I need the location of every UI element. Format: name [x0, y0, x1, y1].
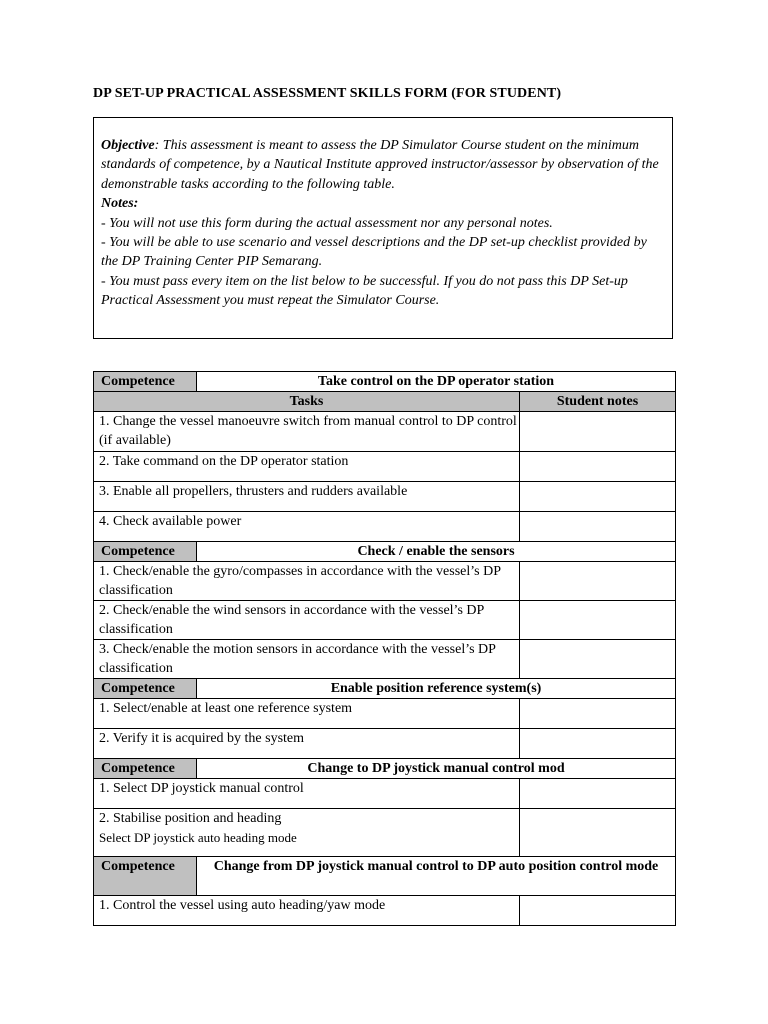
student-notes-cell[interactable] — [520, 729, 676, 759]
task-row — [94, 640, 676, 679]
student-notes-header: Student notes — [520, 392, 676, 412]
header-row — [94, 392, 676, 412]
competence-row — [94, 542, 676, 562]
student-notes-cell[interactable] — [520, 412, 676, 452]
note-1: - You will not use this form during the actual assessment nor any personal notes. — [101, 215, 553, 231]
task-row — [94, 699, 676, 729]
task-text: 3. Enable all propellers, thrusters and rudders available — [94, 482, 520, 512]
task-row — [94, 482, 676, 512]
student-notes-cell[interactable] — [520, 452, 676, 482]
task-row — [94, 896, 676, 926]
competence-label: Competence — [94, 542, 197, 562]
task-text: 2. Verify it is acquired by the system — [94, 729, 520, 759]
objective-label: Objective — [101, 138, 155, 153]
task-cell — [94, 809, 520, 857]
task-text: 2. Take command on the DP operator station — [94, 452, 520, 482]
task-text: 1. Select DP joystick manual control — [94, 779, 520, 809]
competence-title: Take control on the DP operator station — [197, 372, 676, 392]
assessment-table — [93, 371, 676, 926]
competence-row — [94, 759, 676, 779]
student-notes-cell[interactable] — [520, 779, 676, 809]
tasks-header: Tasks — [94, 392, 520, 412]
task-text: 3. Check/enable the motion sensors in accordance with the vessel’s DP classification — [94, 640, 520, 679]
task-text: 1. Select/enable at least one reference system — [94, 699, 520, 729]
competence-label: Competence — [94, 679, 197, 699]
competence-row — [94, 679, 676, 699]
task-text: 2. Stabilise position and heading — [99, 811, 282, 826]
note-3: - You must pass every item on the list below to be successful. If you do not pass this DP Set-up Practical Assessment you must repeat the Simulator Course. — [101, 273, 628, 309]
competence-title: Check / enable the sensors — [197, 542, 676, 562]
student-notes-cell[interactable] — [520, 699, 676, 729]
task-row — [94, 601, 676, 640]
task-text: 2. Check/enable the wind sensors in accordance with the vessel’s DP classification — [94, 601, 520, 640]
objective-paragraph — [101, 136, 664, 194]
task-row — [94, 412, 676, 452]
student-notes-cell[interactable] — [520, 482, 676, 512]
task-row — [94, 729, 676, 759]
student-notes-cell[interactable] — [520, 640, 676, 679]
task-subnote: Select DP joystick auto heading mode — [99, 830, 297, 845]
task-text: 4. Check available power — [94, 512, 520, 542]
task-row — [94, 452, 676, 482]
task-text: 1. Change the vessel manoeuvre switch from manual control to DP control (if available) — [94, 412, 520, 452]
student-notes-cell[interactable] — [520, 562, 676, 601]
competence-label: Competence — [94, 372, 197, 392]
student-notes-cell[interactable] — [520, 896, 676, 926]
competence-label: Competence — [94, 857, 197, 896]
task-row — [94, 562, 676, 601]
notes-label: Notes: — [101, 196, 139, 212]
task-text: 1. Control the vessel using auto heading/yaw mode — [94, 896, 520, 926]
competence-title: Change from DP joystick manual control to DP auto position control mode — [197, 857, 676, 896]
competence-row — [94, 372, 676, 392]
competence-title: Enable position reference system(s) — [197, 679, 676, 699]
competence-row — [94, 857, 676, 896]
task-row — [94, 512, 676, 542]
objective-text: : This assessment is meant to assess the DP Simulator Course student on the minimum standards of competence, by a Nautical Institute approved instructor/assessor by observation of the demonstrable tasks according to the following table. — [101, 138, 659, 192]
student-notes-cell[interactable] — [520, 601, 676, 640]
competence-title: Change to DP joystick manual control mod — [197, 759, 676, 779]
form-title: DP SET-UP PRACTICAL ASSESSMENT SKILLS FORM (FOR STUDENT) — [93, 86, 562, 101]
note-2: - You will be able to use scenario and vessel descriptions and the DP set-up checklist provided by the DP Training Center PIP Semarang. — [101, 235, 647, 270]
student-notes-cell[interactable] — [520, 512, 676, 542]
objective-box — [93, 117, 673, 339]
task-row — [94, 809, 676, 857]
competence-label: Competence — [94, 759, 197, 779]
task-text: 1. Check/enable the gyro/compasses in accordance with the vessel’s DP classification — [94, 562, 520, 601]
student-notes-cell[interactable] — [520, 809, 676, 857]
task-row — [94, 779, 676, 809]
